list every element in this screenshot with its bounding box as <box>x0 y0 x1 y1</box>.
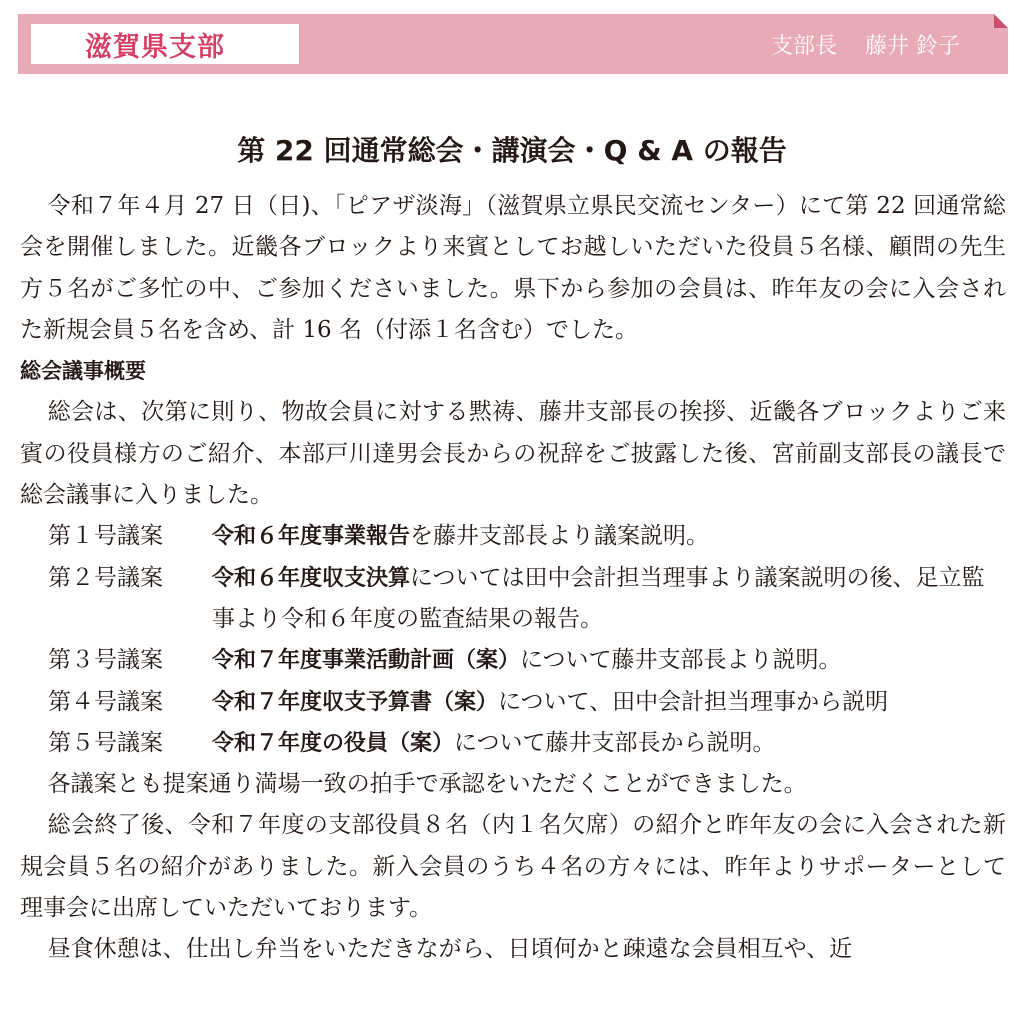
intro-paragraph: 令和７年４月 27 日（日)、「ピアザ淡海」（滋賀県立県民交流センター）にて第 22 回通常総会を開催しました。近畿各ブロックより来賓としてお越しいただいた役員５名様、顧問の先生方５名がご多忙の中、ご参加くださいました。県下から参加の会員は、昨年友の会に入会された新規会員５名を含め、計 16 名（付添１名含む）でした。 <box>20 193 1006 343</box>
section-intro-paragraph: 総会は、次第に則り、物故会員に対する黙祷、藤井支部長の挨拶、近畿各ブロックよりご来賓の役員様方のご紹介、本部戸川達男会長からの祝辞をご披露した後、宮前副支部長の議長で総会議事に入りました。 <box>20 399 1006 509</box>
agenda-item-detail: を藤井支部長より議案説明。 <box>410 523 710 550</box>
agenda-item-label: 第４号議案 <box>48 688 163 715</box>
agenda-item-label: 第３号議案 <box>48 647 163 674</box>
agenda-item-subject: 令和７年度の役員（案） <box>212 730 455 756</box>
agenda-item <box>20 640 1006 681</box>
agenda-item-label: 第２号議案 <box>48 564 163 591</box>
agenda-item-detail: について藤井支部長から説明。 <box>454 729 776 756</box>
branch-chief-label: 支部長 <box>770 33 837 59</box>
agenda-item <box>20 682 1006 723</box>
agenda-item-text <box>212 558 1006 641</box>
branch-chief <box>771 14 960 74</box>
branch-title-box <box>31 24 299 64</box>
agenda-item-text <box>212 640 1006 681</box>
lunch-paragraph: 昼食休憩は、仕出し弁当をいただきながら、日頃何かと疎遠な会員相互や、近 <box>47 936 853 963</box>
branch-title: 滋賀県支部 <box>85 31 225 63</box>
agenda-item-subject: 令和７年度事業活動計画（案） <box>212 648 521 674</box>
agenda-item-label: 第５号議案 <box>48 729 163 756</box>
after-meeting-paragraph: 総会終了後、令和７年度の支部役員８名（内１名欠席）の紹介と昨年友の会に入会された新規会員５名の紹介がありました。新入会員のうち４名の方々には、昨年よりサポーターとして理事会に出席していただいております。 <box>20 812 1006 922</box>
article-body <box>20 186 1006 971</box>
approval-paragraph: 各議案とも提案通り満場一致の拍手で承認をいただくことができました。 <box>47 771 807 798</box>
agenda-item-subject: 令和６年度収支決算 <box>212 565 411 591</box>
article-title: 第 22 回通常総会・講演会・Q & A の報告 <box>237 133 787 167</box>
agenda-item-text <box>212 682 1006 723</box>
agenda-item <box>20 516 1006 557</box>
corner-fold-decoration <box>994 14 1008 28</box>
agenda-item-subject: 令和７年度収支予算書（案） <box>212 689 499 715</box>
agenda-item-detail: については田中会計担当理事より議案説明の後、足立監事より令和６年度の監査結果の報告。 <box>212 564 985 632</box>
agenda-item-subject: 令和６年度事業報告 <box>212 524 411 550</box>
branch-chief-name: 藤井 鈴子 <box>865 33 960 59</box>
agenda-item-detail: について、田中会計担当理事から説明 <box>498 688 889 715</box>
agenda-item-label: 第１号議案 <box>48 523 163 550</box>
agenda-item-text <box>212 723 1006 764</box>
agenda-item-text <box>212 516 1006 557</box>
section-heading: 総会議事概要 <box>20 359 146 384</box>
section-header-band <box>18 14 1008 74</box>
agenda-item <box>20 558 1006 641</box>
agenda-item <box>20 723 1006 764</box>
agenda-item-detail: について藤井支部長より説明。 <box>520 647 842 674</box>
